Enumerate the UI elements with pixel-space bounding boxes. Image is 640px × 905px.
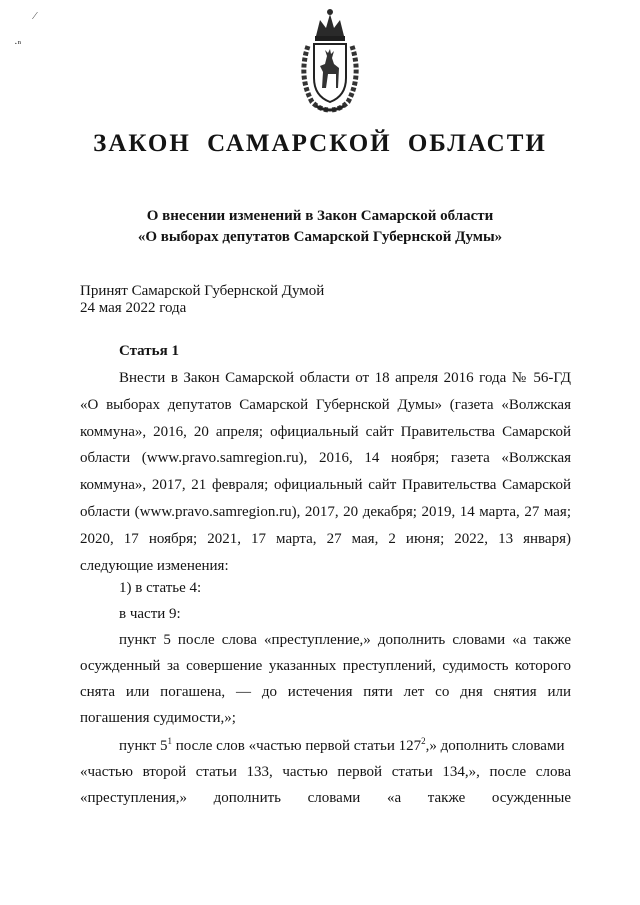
- point-5-line-1: пункт 5 после слова «преступление,» дополнить словами «а также: [119, 632, 571, 648]
- point-5-line-3: снята или погашена, — до истечения пяти лет со дня снятия или: [80, 684, 571, 700]
- article-intro-text: Внести в Закон Самарской области от 18 апреля 2016 года № 56-ГД «О выборах депутатов Самарской Губернской Думы» (газета «Волжская коммуна», 2016, 20 апреля; официальный сайт Правительства Самарской области (www.pravo.samregion.ru), 2016, 14 ноября; газета «Волжская коммуна», 2017, 21 февраля; официальный сайт Правительства Самарской области (www.pravo.samregion.ru), 2017, 20 декабря; 2019, 14 марта, 27 мая; 2020, 17 ноября; 2021, 17 марта, 27 мая, 2 июня; 2022, 13 января) следующие изменения:: [80, 370, 571, 574]
- article-heading: Статья 1: [119, 343, 179, 359]
- point-5-line-2: осужденный за совершение указанных преступлений, судимость которого: [80, 658, 571, 674]
- point-5-line-4: погашения судимости,»;: [80, 710, 236, 726]
- item-1: 1) в статье 4:: [119, 580, 202, 596]
- law-subtitle-line-2: «О выборах депутатов Самарской Губернской Думы»: [137, 229, 503, 245]
- point-5-1-text-a: пункт 5: [119, 738, 168, 754]
- point-5-1-line-3: «преступления,» дополнить словами «а также осужденные: [80, 790, 571, 806]
- law-subtitle-line-1: О внесении изменений в Закон Самарской области: [146, 208, 494, 224]
- point-5-1-text-b: после слов «частью первой статьи 127: [171, 738, 422, 754]
- stray-mark: ·ⁿ: [14, 38, 22, 50]
- superscript: 2: [421, 736, 426, 746]
- stray-mark: ⁄: [34, 10, 36, 22]
- adoption-statement: Принят Самарской Губернской Думой: [80, 283, 325, 299]
- point-5-1-text-c: ,» дополнить словами: [425, 738, 565, 754]
- law-title: ЗАКОН САМАРСКОЙ ОБЛАСТИ: [93, 130, 547, 157]
- point-5-1-line-1: [119, 738, 610, 755]
- superscript: 1: [167, 736, 172, 746]
- part-9: в части 9:: [119, 606, 181, 622]
- adoption-date: 24 мая 2022 года: [80, 300, 187, 316]
- coat-of-arms-emblem: [292, 6, 368, 116]
- point-5-1-line-2: «частью второй статьи 133, частью первой статьи 134,», после слова: [80, 764, 571, 780]
- article-intro-paragraph: [80, 365, 571, 579]
